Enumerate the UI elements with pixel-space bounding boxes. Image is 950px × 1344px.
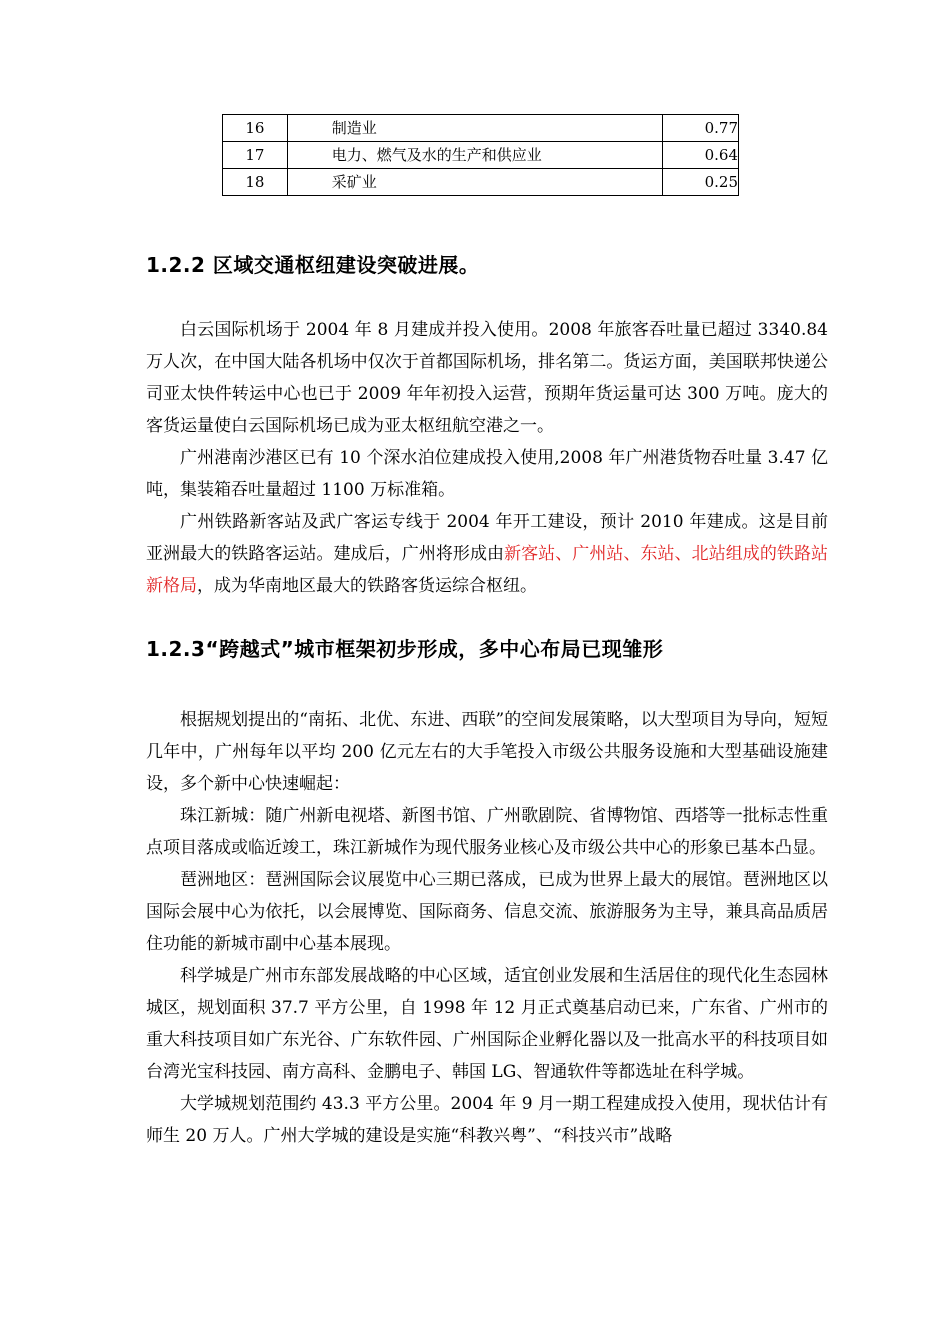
industry-value: 0.64 xyxy=(662,142,738,169)
row-number: 16 xyxy=(223,115,288,142)
industry-name: 电力、燃气及水的生产和供应业 xyxy=(287,142,662,169)
industry-table xyxy=(222,114,739,196)
section-heading-1-2-2: 1.2.2 区域交通枢纽建设突破进展。 xyxy=(146,253,480,277)
paragraph-airport: 白云国际机场于 2004 年 8 月建成并投入使用。2008 年旅客吞吐量已超过 3340.84 万人次，在中国大陆各机场中仅次于首都国际机场，排名第二。货运方面，美国联邦快递公司亚太快件转运中心也已于 2009 年年初投入运营，预期年货运量可达 300 万吨。庞大的客货运量使白云国际机场已成为亚太枢纽航空港之一。 xyxy=(146,320,828,436)
row-number: 17 xyxy=(223,142,288,169)
industry-name: 采矿业 xyxy=(287,169,662,196)
section-heading-1-2-3: 1.2.3“跨越式”城市框架初步形成，多中心布局已现雏形 xyxy=(146,637,664,661)
industry-table-body xyxy=(223,115,739,196)
railway-text-before: 广州铁路新客站及武广客运专线于 2004 年开工建设，预计 2010 年建成。这是目前亚洲最大的铁路客运站。建成后，广州将形成由 xyxy=(146,512,828,564)
paragraph-university-city: 大学城规划范围约 43.3 平方公里。2004 年 9 月一期工程建成投入使用，现状估计有师生 20 万人。广州大学城的建设是实施“科教兴粤”、“科技兴市”战略 xyxy=(146,1094,828,1146)
industry-name: 制造业 xyxy=(287,115,662,142)
table-row xyxy=(223,169,739,196)
table-row xyxy=(223,115,739,142)
railway-highlight: 新客站、广州站、东站、北站组成的铁路站新格局 xyxy=(146,544,829,596)
railway-text-after: ，成为华南地区最大的铁路客货运综合枢纽。 xyxy=(197,576,537,596)
industry-value: 0.77 xyxy=(662,115,738,142)
paragraph-zhujiang: 珠江新城：随广州新电视塔、新图书馆、广州歌剧院、省博物馆、西塔等一批标志性重点项目落成或临近竣工，珠江新城作为现代服务业核心及市级公共中心的形象已基本凸显。 xyxy=(146,806,828,858)
section-1-2-2-body xyxy=(146,314,828,602)
paragraph-science-city: 科学城是广州市东部发展战略的中心区域，适宜创业发展和生活居住的现代化生态园林城区，规划面积 37.7 平方公里，自 1998 年 12 月正式奠基启动已来，广东省、广州市的重大科技项目如广东光谷、广东软件园、广州国际企业孵化器以及一批高水平的科技项目如台湾光宝科技园、南方高科、金鹏电子、韩国 LG、智通软件等都选址在科学城。 xyxy=(146,966,828,1082)
paragraph-strategy: 根据规划提出的“南拓、北优、东进、西联”的空间发展策略，以大型项目为导向，短短几年中，广州每年以平均 200 亿元左右的大手笔投入市级公共服务设施和大型基础设施建设，多个新中心快速崛起： xyxy=(146,710,828,794)
paragraph-pazhou: 琶洲地区：琶洲国际会议展览中心三期已落成，已成为世界上最大的展馆。琶洲地区以国际会展中心为依托，以会展博览、国际商务、信息交流、旅游服务为主导，兼具高品质居住功能的新城市副中心基本展现。 xyxy=(146,870,828,954)
paragraph-railway xyxy=(146,506,828,602)
row-number: 18 xyxy=(223,169,288,196)
table-row xyxy=(223,142,739,169)
industry-value: 0.25 xyxy=(662,169,738,196)
paragraph-port: 广州港南沙港区已有 10 个深水泊位建成投入使用,2008 年广州港货物吞吐量 3.47 亿吨，集装箱吞吐量超过 1100 万标准箱。 xyxy=(146,448,828,500)
section-1-2-3-body xyxy=(146,704,828,1152)
